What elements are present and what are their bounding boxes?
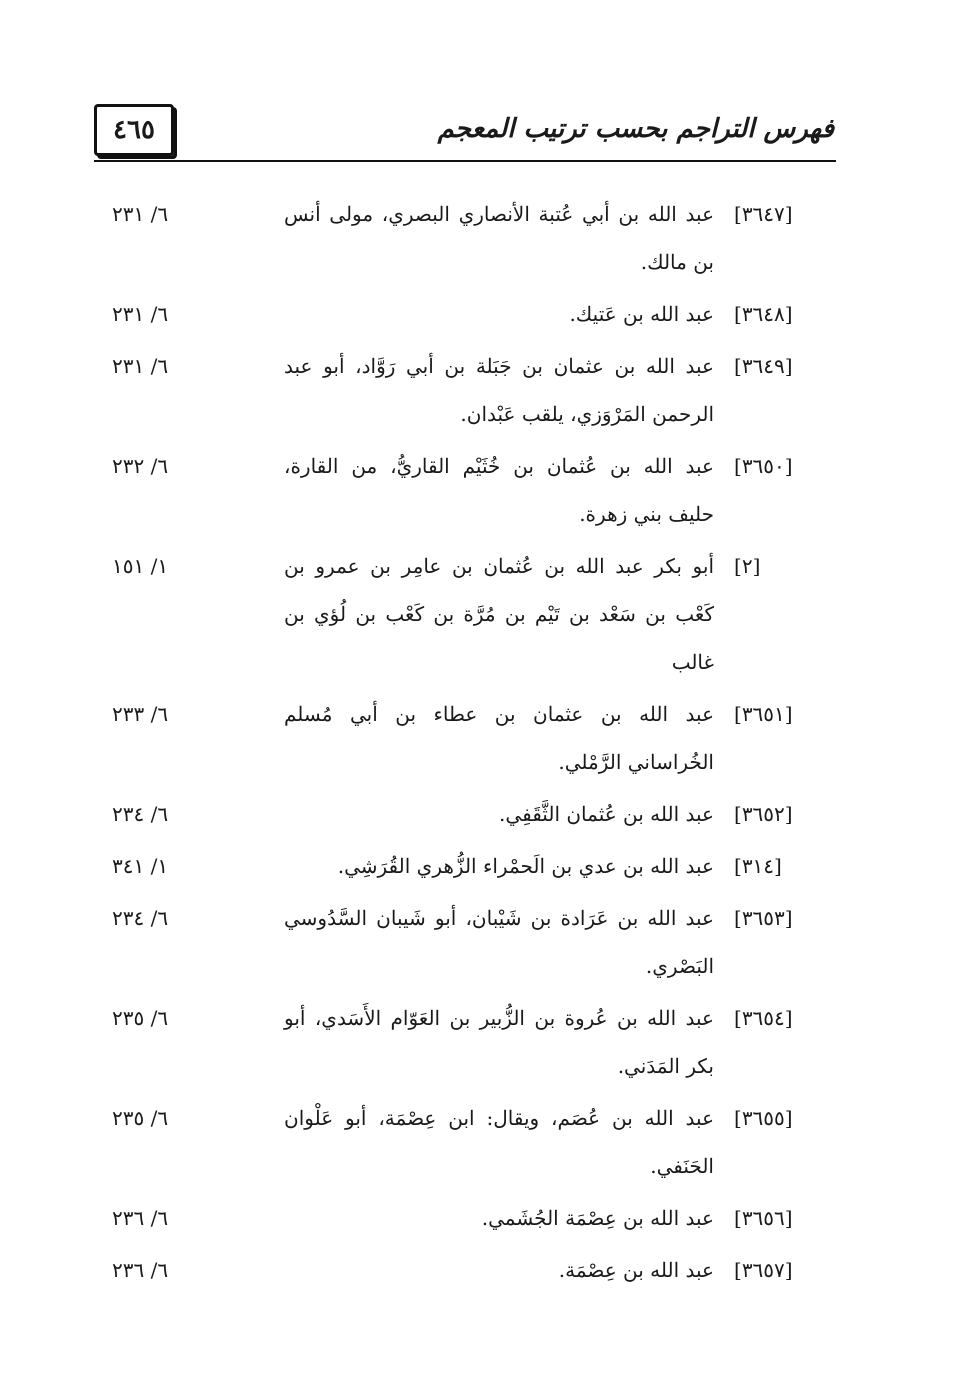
index-entry <box>100 790 830 838</box>
entry-number: [٣٦٥٤] <box>734 1006 793 1030</box>
entry-number: [٣٦٤٨] <box>734 302 793 326</box>
entry-name: عبد الله بن عِصْمَة الجُشَمي. <box>481 1206 714 1230</box>
index-entry <box>100 342 830 438</box>
entry-volume-page: ٦/ ٢٣٥ <box>112 1006 169 1030</box>
biography-index-list <box>100 190 830 1298</box>
index-entry <box>100 690 830 786</box>
header-rule <box>94 160 836 162</box>
index-entry <box>100 190 830 286</box>
index-entry <box>100 1246 830 1294</box>
entry-number: [٣٦٤٧] <box>734 202 793 226</box>
page-header <box>94 104 834 162</box>
entry-name: عبد الله بن عدي بن الَحمْراء الزُّهري القُرَشِي. <box>337 854 714 878</box>
entry-number: [٢] <box>734 554 761 578</box>
entry-name: أبو بكر عبد الله بن عُثمان بن عامِر بن عمرو بن كَعْب بن سَعْد بن تَيْم بن مُرَّة بن كَعْب بن لُؤي بن غالب <box>284 554 714 674</box>
entry-name: عبد الله بن عُثمان بن خُثَيْم القاريُّ، من القارة، حليف بني زهرة. <box>284 454 714 526</box>
index-entry <box>100 290 830 338</box>
entry-name: عبد الله بن أبي عُتبة الأنصاري البصري، مولى أنس بن مالك. <box>284 202 714 274</box>
entry-volume-page: ٦/ ٢٣١ <box>112 354 169 378</box>
entry-name: عبد الله بن عُصَم، ويقال: ابن عِصْمَة، أبو عَلْوان الحَنَفي. <box>284 1106 714 1178</box>
entry-volume-page: ٦/ ٢٣٦ <box>112 1258 169 1282</box>
page-number: ٤٦٥ <box>94 104 174 156</box>
entry-name: عبد الله بن عثمان بن عطاء بن أبي مُسلم الخُراساني الرَّمْلي. <box>284 702 714 774</box>
entry-volume-page: ١/ ١٥١ <box>112 554 169 578</box>
entry-name: عبد الله بن عَرَادة بن شَيْبان، أبو شَيبان السَّدُوسي البَصْري. <box>284 906 714 978</box>
entry-number: [٣٦٥١] <box>734 702 793 726</box>
entry-number: [٣٦٥٦] <box>734 1206 793 1230</box>
entry-number: [٣٦٥٢] <box>734 802 793 826</box>
entry-number: [٣٦٥٧] <box>734 1258 793 1282</box>
index-entry <box>100 1194 830 1242</box>
entry-name: عبد الله بن عثمان بن جَبَلة بن أبي رَوَّاد، أبو عبد الرحمن المَرْوَزي، يلقب عَبْدان. <box>284 354 714 426</box>
entry-volume-page: ٦/ ٢٣٣ <box>112 702 169 726</box>
index-entry <box>100 842 830 890</box>
entry-volume-page: ٦/ ٢٣١ <box>112 202 169 226</box>
entry-volume-page: ٦/ ٢٣٦ <box>112 1206 169 1230</box>
entry-volume-page: ٦/ ٢٣٤ <box>112 906 169 930</box>
entry-volume-page: ٦/ ٢٣٥ <box>112 1106 169 1130</box>
running-title: فهرس التراجم بحسب ترتيب المعجم <box>437 114 834 144</box>
entry-name: عبد الله بن عَتيك. <box>569 302 714 326</box>
entry-volume-page: ٦/ ٢٣٤ <box>112 802 169 826</box>
entry-number: [٣٦٥٥] <box>734 1106 793 1130</box>
entry-name: عبد الله بن عِصْمَة. <box>558 1258 714 1282</box>
index-entry <box>100 894 830 990</box>
entry-number: [٣٦٥٠] <box>734 454 793 478</box>
index-entry <box>100 994 830 1090</box>
entry-volume-page: ٦/ ٢٣٢ <box>112 454 169 478</box>
entry-name: عبد الله بن عُروة بن الزُّبير بن العَوّام الأَسَدي، أبو بكر المَدَني. <box>284 1006 714 1078</box>
index-entry <box>100 442 830 538</box>
entry-volume-page: ١/ ٣٤١ <box>112 854 169 878</box>
entry-number: [٣٦٥٣] <box>734 906 793 930</box>
entry-name: عبد الله بن عُثمان الثَّقَفِي. <box>499 802 714 826</box>
entry-number: [٣١٤] <box>734 854 782 878</box>
entry-volume-page: ٦/ ٢٣١ <box>112 302 169 326</box>
entry-number: [٣٦٤٩] <box>734 354 793 378</box>
index-entry <box>100 1094 830 1190</box>
index-entry <box>100 542 830 686</box>
